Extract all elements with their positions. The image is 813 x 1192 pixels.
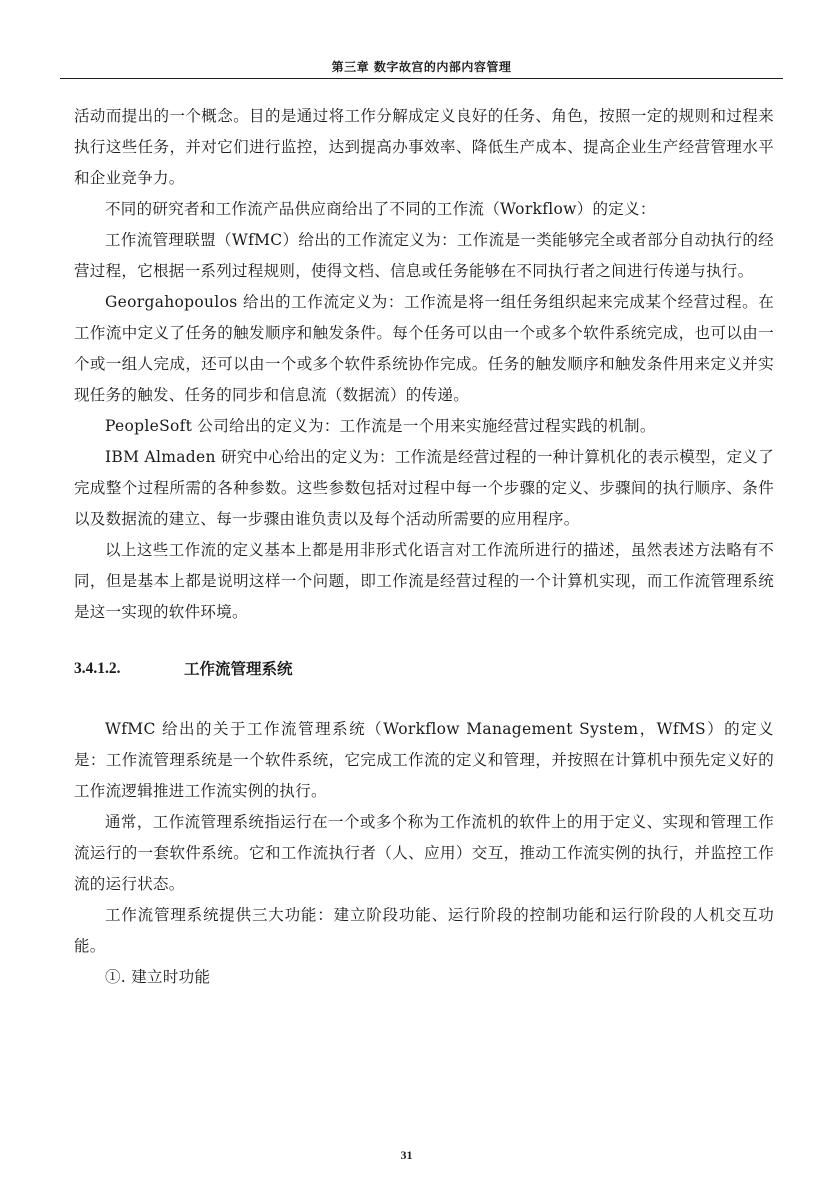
body-paragraph: 不同的研究者和工作流产品供应商给出了不同的工作流（Workflow）的定义： xyxy=(105,200,656,218)
body-paragraph: 工作流管理系统提供三大功能：建立阶段功能、运行阶段的控制功能和运行阶段的人机交互功能。 xyxy=(74,906,774,955)
section-heading xyxy=(74,653,774,684)
body-paragraph: 活动而提出的一个概念。目的是通过将工作分解成定义良好的任务、角色，按照一定的规则和过程来执行这些任务，并对它们进行监控，达到提高办事效率、降低生产成本、提高企业生产经营管理水平和企业竞争力。 xyxy=(74,107,774,187)
body-paragraph: PeopleSoft 公司给出的定义为：工作流是一个用来实施经营过程实践的机制。 xyxy=(105,417,656,435)
list-item: ①. 建立时功能 xyxy=(105,968,211,986)
page-number: 31 xyxy=(400,1148,413,1162)
body-paragraph: IBM Almaden 研究中心给出的定义为：工作流是经营过程的一种计算机化的表示模型，定义了完成整个过程所需的各种参数。这些参数包括对过程中每一个步骤的定义、步骤间的执行顺序、条件以及数据流的建立、每一步骤由谁负责以及每个活动所需要的应用程序。 xyxy=(74,448,775,528)
page-header xyxy=(60,56,783,79)
body-paragraph: 通常，工作流管理系统指运行在一个或多个称为工作流机的软件上的用于定义、实现和管理工作流运行的一套软件系统。它和工作流执行者（人、应用）交互，推动工作流实例的执行，并监控工作流的运行状态。 xyxy=(74,813,774,893)
body-paragraph: WfMC 给出的关于工作流管理系统（Workflow Management System，WfMS）的定义是：工作流管理系统是一个软件系统，它完成工作流的定义和管理，并按照在计算机中预先定义好的工作流逻辑推进工作流实例的执行。 xyxy=(74,720,774,800)
body-paragraph: 以上这些工作流的定义基本上都是用非形式化语言对工作流所进行的描述，虽然表述方法略有不同，但是基本上都是说明这样一个问题，即工作流是经营过程的一个计算机实现，而工作流管理系统是这一实现的软件环境。 xyxy=(74,541,774,621)
page-body xyxy=(74,101,774,993)
body-paragraph: Georgahopoulos 给出的工作流定义为：工作流是将一组任务组织起来完成某个经营过程。在工作流中定义了任务的触发顺序和触发条件。每个任务可以由一个或多个软件系统完成，也可以由一个或一组人完成，还可以由一个或多个软件系统协作完成。任务的触发顺序和触发条件用来定义并实现任务的触发、任务的同步和信息流（数据流）的传递。 xyxy=(74,293,774,404)
section-number: 3.4.1.2. xyxy=(74,660,121,677)
section-title: 工作流管理系统 xyxy=(184,659,293,678)
body-paragraph: 工作流管理联盟（WfMC）给出的工作流定义为：工作流是一类能够完全或者部分自动执行的经营过程，它根据一系列过程规则，使得文档、信息或任务能够在不同执行者之间进行传递与执行。 xyxy=(74,231,774,280)
chapter-title: 第三章 数字故宫的内部内容管理 xyxy=(331,60,512,74)
